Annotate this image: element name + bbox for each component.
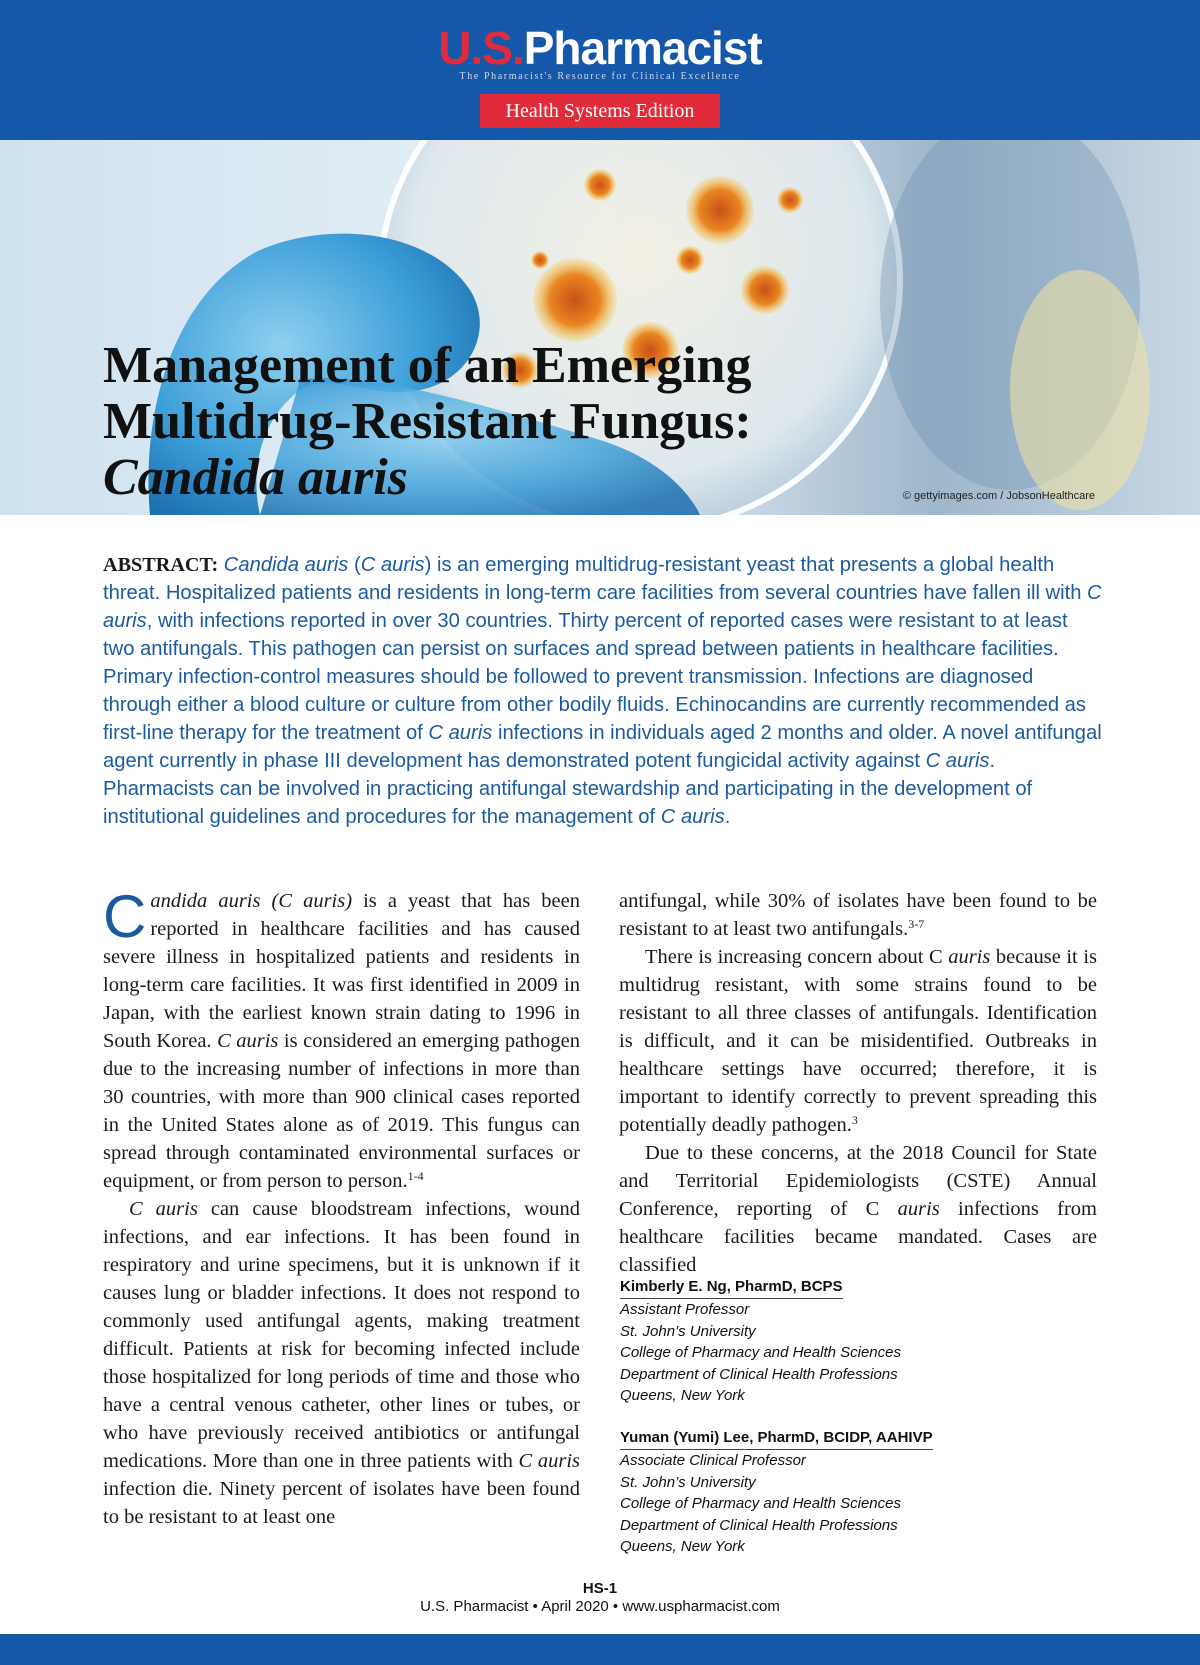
logo-wordmark <box>0 22 1200 74</box>
author-affiliation: College of Pharmacy and Health Sciences <box>620 1495 901 1513</box>
citation: 3-7 <box>908 917 925 931</box>
body-paragraph <box>103 1195 580 1531</box>
body-text: andida auris (C auris) <box>150 890 353 912</box>
body-text: infections from healthcare facilities became mandated. Cases are classified <box>619 1198 1097 1276</box>
abstract-text: . <box>724 806 731 828</box>
body-text: infection die. Ninety percent of isolates have been found to be resistant to at least one <box>103 1478 580 1528</box>
abstract-text: C auris <box>360 554 425 576</box>
citation: 3 <box>851 1113 858 1127</box>
drop-cap: C <box>103 883 147 950</box>
author-block <box>620 1277 1080 1579</box>
body-paragraph <box>103 883 580 1195</box>
title-line-2: Multidrug-Resistant Fungus: <box>103 393 752 450</box>
body-column-left <box>103 883 580 1531</box>
body-text: is a yeast that has been reported in healthcare facilities and has caused severe illness in hospitalized patients and residents in long-term care facilities. It was first identified in 2009 in Japan, with the earliest known strain dating to 1996 in South Korea. <box>103 890 580 1052</box>
abstract-text: . Pharmacists can be involved in practicing antifungal stewardship and participating in the development of institutional guidelines and procedures for the management of <box>103 750 1033 828</box>
body-text: C auris <box>129 1198 198 1220</box>
author-affiliation: Department of Clinical Health Professions <box>620 1516 898 1534</box>
logo-pharmacist: Pharmacist <box>523 22 762 74</box>
author-entry <box>620 1277 1080 1407</box>
author-affiliation: College of Pharmacy and Health Sciences <box>620 1344 901 1362</box>
abstract-text: C auris <box>428 722 493 744</box>
footer-publication-line: U.S. Pharmacist • April 2020 • www.uspharmacist.com <box>420 1598 780 1615</box>
logo-tagline: The Pharmacist's Resource for Clinical Excellence <box>459 71 741 82</box>
abstract-text: C auris <box>925 750 990 772</box>
author-affiliation: Queens, New York <box>620 1538 745 1556</box>
body-text: auris <box>897 1198 940 1220</box>
body-paragraph <box>619 887 1097 943</box>
abstract-text: ( <box>348 554 361 576</box>
body-text: There is increasing concern about C <box>645 946 949 968</box>
body-text: C auris <box>518 1450 580 1472</box>
body-text: can cause bloodstream infections, wound infections, and ear infections. It has been found in respiratory and urine specimens, but it is unknown if it causes lung or bladder infections. It does not respond to commonly used antifungal agents, making treatment difficult. Patients at risk for becoming infected include those hospitalized for long periods of time and those who have a central venous catheter, other lines or tubes, or who have previously received antibiotics or antifungal medications. More than one in three patients with <box>103 1198 580 1472</box>
author-name: Yuman (Yumi) Lee, PharmD, BCIDP, AAHIVP <box>620 1428 933 1450</box>
abstract-text: , with infections reported in over 30 countries. Thirty percent of reported cases were resistant to at least two antifungals. This pathogen can persist on surfaces and spread between patients in healthcare facilities. Primary infection-control measures should be followed to prevent transmission. Infections are diagnosed through either a blood culture or culture from other bodily fluids. Echinocandins are currently recommended as first-line therapy for the treatment of <box>103 610 1086 744</box>
title-line-1: Management of an Emerging <box>103 337 752 394</box>
abstract-label: ABSTRACT: <box>103 554 219 576</box>
author-affiliation: Queens, New York <box>620 1387 745 1405</box>
author-affiliation: Assistant Professor <box>620 1301 750 1318</box>
author-affiliation: Department of Clinical Health Professions <box>620 1365 898 1383</box>
abstract-text: C auris <box>103 582 1102 632</box>
hero-banner <box>0 140 1200 515</box>
edition-badge: Health Systems Edition <box>480 94 720 128</box>
body-paragraph <box>619 943 1097 1139</box>
logo-us: U.S. <box>438 22 524 74</box>
abstract-text: C auris <box>660 806 725 828</box>
body-paragraph <box>619 1139 1097 1279</box>
body-text: Due to these concerns, at the 2018 Council for State and Territorial Epidemiologists (CSTE) Annual Conference, reporting of C <box>619 1142 1097 1220</box>
body-text: antifungal, while 30% of isolates have been found to be resistant to at least two antifungals. <box>619 890 1097 940</box>
body-text: because it is multidrug resistant, with some strains found to be resistant to all three classes of antifungals. Identification is difficult, and it can be misidentified. Outbreaks in healthcare settings have occurred; therefore, it is important to identify correctly to prevent spreading this potentially deadly pathogen. <box>619 946 1097 1136</box>
photo-credit: © gettyimages.com / JobsonHealthcare <box>902 490 1095 502</box>
abstract-text: Candida auris <box>223 554 349 576</box>
author-affiliation: St. John’s University <box>620 1322 756 1340</box>
body-text: C auris <box>217 1030 279 1052</box>
author-affiliation: St. John’s University <box>620 1473 756 1491</box>
footer-bar <box>0 1634 1200 1665</box>
body-column-right <box>619 887 1097 1279</box>
publication-logo[interactable] <box>0 22 1200 82</box>
author-affiliation: Associate Clinical Professor <box>620 1451 806 1469</box>
masthead <box>0 0 1200 140</box>
body-text: is considered an emerging pathogen due to the increasing number of infections in more than 30 countries, with more than 900 clinical cases reported in the United States alone as of 2019. This fungus can spread through contaminated environmental surfaces or equipment, or from person to person. <box>103 1030 580 1192</box>
page-number: HS-1 <box>582 1580 618 1597</box>
abstract-text: ) is an emerging multidrug-resistant yeast that presents a global health threat. Hospitalized patients and residents in long-term care facilities from several countries have fallen ill with <box>103 554 1088 604</box>
body-text: auris <box>948 946 991 968</box>
author-name: Kimberly E. Ng, PharmD, BCPS <box>620 1277 843 1299</box>
abstract-text: infections in individuals aged 2 months and older. A novel antifungal agent currently in phase III development has demonstrated potent fungicidal activity against <box>103 722 1102 772</box>
abstract <box>103 551 1103 831</box>
author-entry <box>620 1428 1080 1558</box>
citation: 1-4 <box>407 1169 424 1183</box>
title-line-3: Candida auris <box>103 449 408 506</box>
article-title <box>103 338 752 506</box>
